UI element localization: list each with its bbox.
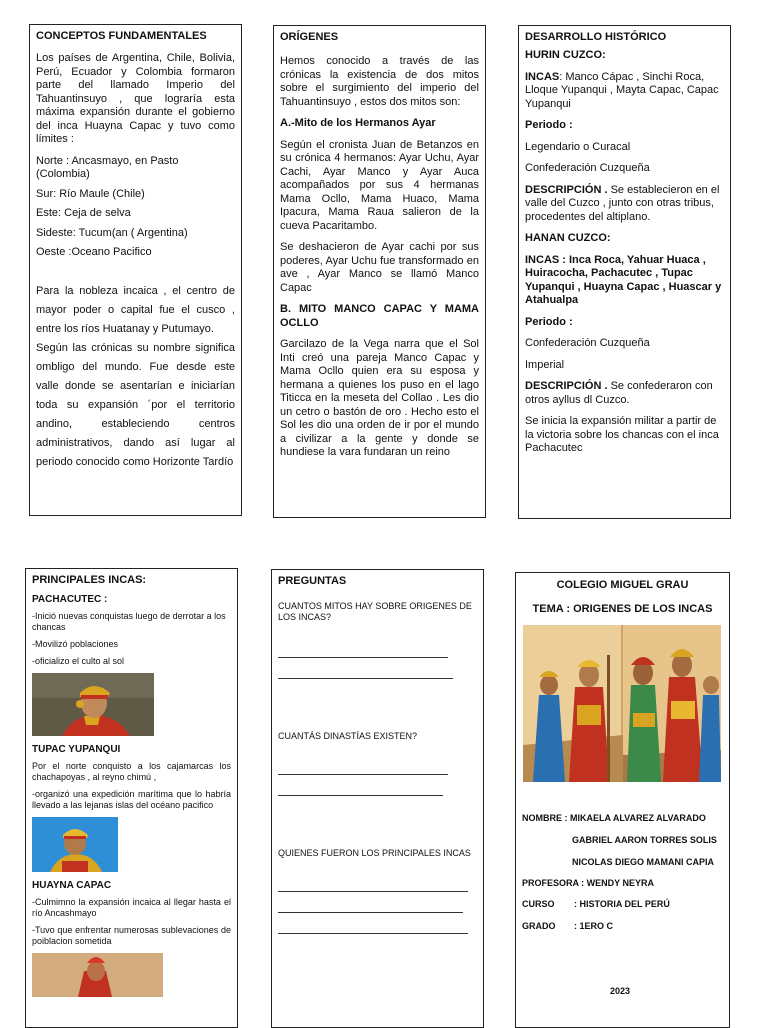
panel-title: PREGUNTAS bbox=[278, 575, 347, 587]
profesora: PROFESORA : WENDY NEYRA bbox=[522, 878, 655, 888]
answer-line[interactable] bbox=[278, 912, 463, 913]
nombre-line-2: GABRIEL AARON TORRES SOLIS bbox=[572, 835, 717, 845]
panel-title: CONCEPTOS FUNDAMENTALES bbox=[36, 30, 207, 42]
limit-southeast: Sideste: Tucum(an ( Argentina) bbox=[36, 226, 188, 239]
pachacutec-portrait bbox=[32, 673, 154, 736]
tupac-portrait bbox=[32, 817, 118, 872]
pachacutec-heading: PACHACUTEC : bbox=[32, 594, 108, 605]
nombre-line-1: NOMBRE : MIKAELA ALVAREZ ALVARADO bbox=[522, 813, 706, 823]
huayna-item: -Culmimno la expansión incaica al llegar hasta el río Ancashmayo bbox=[32, 897, 231, 918]
panel-preguntas bbox=[271, 569, 484, 1028]
year: 2023 bbox=[610, 986, 631, 996]
mito-b-paragraph: Garcilazo de la Vega narra que el Sol Inti creó una pareja Manco Capac y Mama Ocllo quien era su esposa y hermana a quienes los puso en el lago Titicca en la meseta del Collao . Les dio un cetro o bastón de oro . Hecho esto el Sol les dio una orden de ir por el mundo a civilizar a la gente y donde se hundiese la vara fundaran un reino bbox=[280, 338, 479, 458]
hanan-title: HANAN CUZCO: bbox=[525, 232, 611, 244]
hanan-periodo-2: Imperial bbox=[525, 358, 565, 371]
cusco-meaning-paragraph: Según las crónicas su nombre significa ombligo del mundo. Fue desde este valle donde se asentarían e iniciarían toda su expansión ´por el territorio andino, estableciendo centros administrativos, dando así lugar al periodo conocido como Horizonte Tardío bbox=[36, 341, 235, 468]
panel-portada bbox=[515, 572, 730, 1028]
pachacutec-item: -Movilizó poblaciones bbox=[32, 639, 119, 649]
huayna-heading: HUAYNA CAPAC bbox=[32, 880, 112, 891]
grado-label: GRADO bbox=[522, 921, 556, 931]
panel-title: DESARROLLO HISTÓRICO bbox=[525, 31, 667, 43]
hanan-periodo-label: Periodo : bbox=[525, 315, 573, 328]
intro-paragraph: Hemos conocido a través de las crónicas la existencia de dos mitos sobre el surgimiento del imperio del Tahuantinsuyo , estos dos mitos son: bbox=[280, 55, 479, 108]
huayna-item: -Tuvo que enfrentar numerosas sublevaciones de poiblacion sometida bbox=[32, 925, 231, 946]
limit-east: Este: Ceja de selva bbox=[36, 207, 131, 219]
nombre-line-3: NICOLAS DIEGO MAMANI CAPIA bbox=[572, 857, 715, 867]
hurin-title: HURIN CUZCO: bbox=[525, 49, 606, 61]
cover-illustration bbox=[523, 625, 721, 782]
tupac-heading: TUPAC YUPANQUI bbox=[32, 744, 121, 755]
pachacutec-item: -oficializo el culto al sol bbox=[32, 656, 125, 666]
answer-line[interactable] bbox=[278, 933, 468, 934]
hanan-expansion: Se inicia la expansión militar a partir de la victoria sobre los chancas con el inca Pachacutec bbox=[525, 415, 719, 454]
mito-b-title: B. MITO MANCO CAPAC Y MAMA OCLLO bbox=[280, 303, 479, 329]
tema-title: TEMA : ORIGENES DE LOS INCAS bbox=[532, 603, 713, 615]
mito-a-title: A.-Mito de los Hermanos Ayar bbox=[280, 117, 436, 129]
hurin-periodo-1: Legendario o Curacal bbox=[525, 140, 631, 153]
pachacutec-item: -Inició nuevas conquistas luego de derrotar a los chancas bbox=[32, 611, 226, 632]
hurin-periodo-2: Confederación Cuzqueña bbox=[525, 162, 650, 174]
limit-west: Oeste :Oceano Pacifico bbox=[36, 246, 152, 258]
panel-origenes bbox=[273, 25, 486, 518]
question-3: QUIENES FUERON LOS PRINCIPALES INCAS bbox=[278, 848, 471, 858]
mito-a-paragraph-2: Se deshacieron de Ayar cachi por sus poderes, Ayar Uchu fue transformado en ave , Ayar Manco se llamó Manco Capac bbox=[280, 241, 479, 294]
answer-line[interactable] bbox=[278, 774, 448, 775]
hurin-periodo-label: Periodo : bbox=[525, 119, 573, 131]
hanan-incas: INCAS : Inca Roca, Yahuar Huaca , Huiracocha, Pachacutec , Tupac Yupanqui , Huayna Capac , Huascar y Atahualpa bbox=[525, 253, 722, 306]
tupac-item: Por el norte conquisto a los cajamarcas los chachapoyas , al reyno chimú , bbox=[32, 761, 231, 782]
mito-a-paragraph: Según el cronista Juan de Betanzos en su crónica 4 hermanos: Ayar Uchu, Ayar Cachi, Ayar Manco y Ayar Auca acompañados por sus 4 hermanas Mama Ocllo, Mama Huaco, Mama Ipacura, Mama Raua salieron de la cueva Pacaritambo. bbox=[280, 138, 479, 232]
curso-value: : HISTORIA DEL PERÚ bbox=[574, 899, 670, 909]
intro-paragraph: Los países de Argentina, Chile, Bolivia, Perú, Ecuador y Colombia formaron parte del llamado Imperio del Tahuantinsuyo , que lograría esta máxima expansión durante el gobierno del inca Huayna Capac y tuvo como límites : bbox=[36, 52, 235, 145]
panel-title: PRINCIPALES INCAS: bbox=[32, 574, 147, 586]
tupac-item: -organizó una expedición marítima que lo habría llevado a las lejanas islas del océano pacifico bbox=[32, 789, 231, 810]
hanan-descripcion: DESCRIPCIÓN . Se confederaron con otros ayllus dl Cuzco. bbox=[525, 380, 713, 406]
panel-conceptos bbox=[29, 24, 242, 516]
panel-desarrollo bbox=[518, 25, 731, 519]
question-2: CUANTÁS DINASTÍAS EXISTEN? bbox=[278, 731, 418, 741]
answer-line[interactable] bbox=[278, 795, 443, 796]
answer-line[interactable] bbox=[278, 891, 468, 892]
grado-value: : 1ERO C bbox=[574, 921, 614, 931]
school-name: COLEGIO MIGUEL GRAU bbox=[556, 579, 689, 591]
nobility-paragraph: Para la nobleza incaica , el centro de mayor poder o capital fue el cusco , entre los ríos Huatanay y Putumayo. bbox=[36, 284, 235, 335]
limit-south: Sur: Río Maule (Chile) bbox=[36, 187, 145, 200]
answer-line[interactable] bbox=[278, 657, 448, 658]
huayna-portrait bbox=[32, 953, 163, 997]
hanan-periodo-1: Confederación Cuzqueña bbox=[525, 337, 650, 349]
answer-line[interactable] bbox=[278, 678, 453, 679]
curso-label: CURSO bbox=[522, 899, 555, 909]
hurin-descripcion: DESCRIPCIÓN . Se establecieron en el valle del Cuzco , junto con otras tribus, procedentes del altiplano. bbox=[525, 183, 720, 223]
panel-title: ORÍGENES bbox=[280, 31, 339, 43]
limit-north: Norte : Ancasmayo, en Pasto (Colombia) bbox=[36, 154, 179, 180]
hurin-incas: INCAS: Manco Cápac , Sinchi Roca, Lloque Yupanqui , Mayta Capac, Capac Yupanqui bbox=[525, 70, 719, 110]
panel-principales-incas bbox=[25, 568, 238, 1028]
question-1: CUANTOS MITOS HAY SOBRE ORIGENES DE LOS INCAS? bbox=[278, 601, 472, 622]
